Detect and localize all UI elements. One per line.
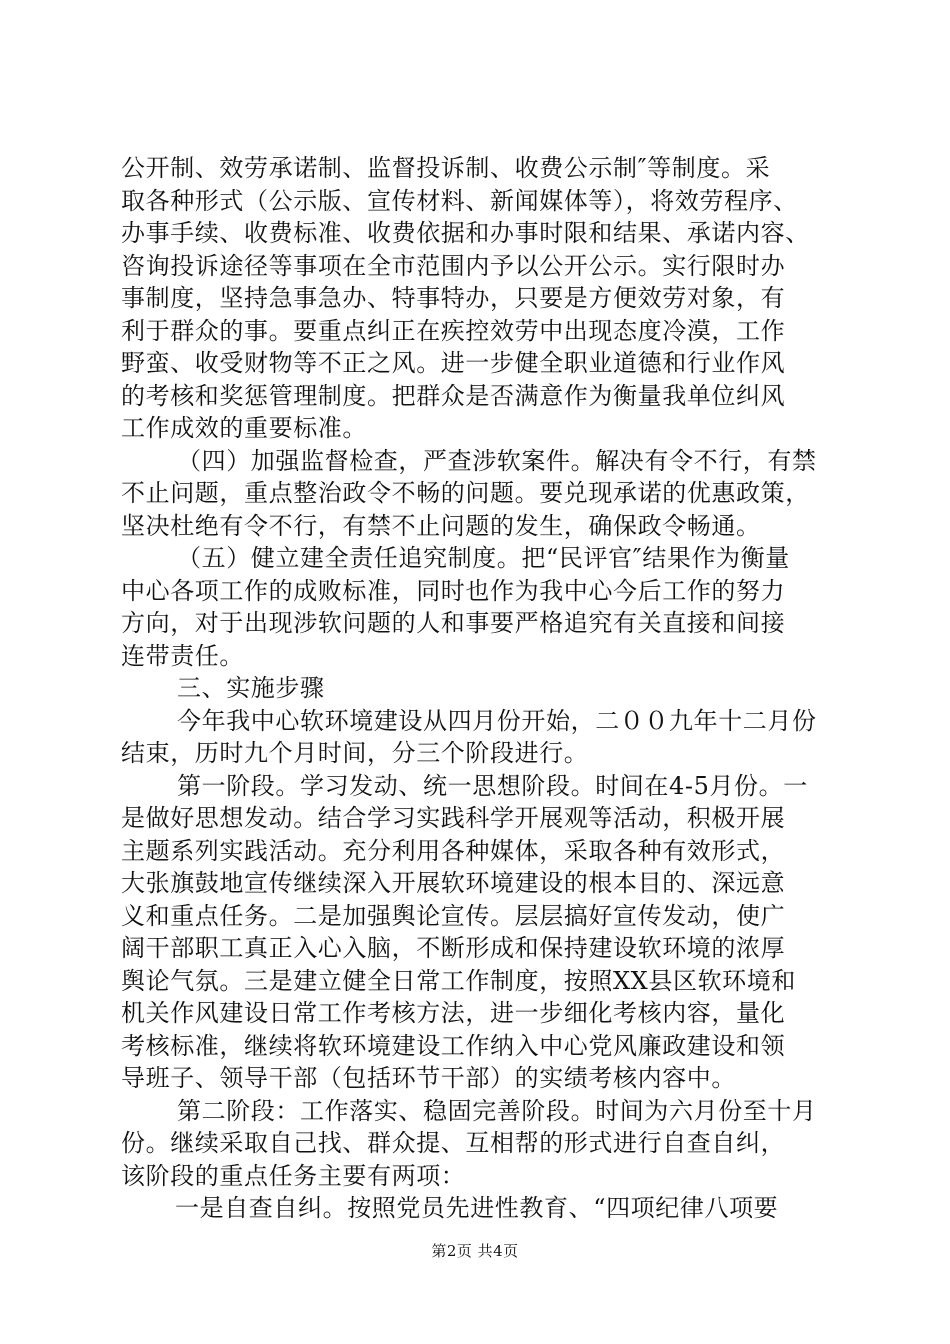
text-line: 的考核和奖惩管理制度。把群众是否满意作为衡量我单位纠风: [121, 381, 786, 410]
text-line: 结束，历时九个月时间，分三个阶段进行。: [121, 739, 589, 767]
text-line: 份。继续采取自己找、群众提、互相帮的形式进行自查自纠，: [121, 1129, 786, 1157]
text-line: 工作成效的重要标准。: [121, 414, 367, 442]
document-body: [121, 152, 841, 1225]
text-line: 连带责任。: [121, 641, 244, 670]
section-heading: 三、实施步骤: [177, 674, 325, 702]
text-line: 利于群众的事。要重点纠正在疾控效劳中出现态度冷漠，工作: [121, 316, 786, 345]
text-line: 是做好思想发动。结合学习实践科学开展观等活动，积极开展: [121, 804, 786, 832]
text-line: 舆论气氛。三是建立健全日常工作制度，按照XX县区软环境和: [121, 966, 796, 995]
text-line: 阔干部职工真正入心入脑，不断形成和保持建设软环境的浓厚: [121, 934, 786, 962]
paragraph-start-line: 第一阶段。学习发动、统一思想阶段。时间在4-5月份。一: [177, 771, 808, 800]
paragraph-start-line: 第二阶段：工作落实、稳固完善阶段。时间为六月份至十月: [177, 1096, 817, 1125]
text-line: 机关作风建设日常工作考核方法，进一步细化考核内容，量化: [121, 999, 786, 1027]
text-line: 事制度，坚持急事急办、特事特办，只要是方便效劳对象，有: [121, 284, 786, 312]
text-line: 大张旗鼓地宣传继续深入开展软环境建设的根本目的、深远意: [121, 869, 786, 897]
text-line: 义和重点任务。二是加强舆论宣传。层层搞好宣传发动，使广: [121, 901, 786, 930]
text-line: 野蛮、收受财物等不正之风。进一步健全职业道德和行业作风: [121, 349, 786, 377]
text-line: 考核标准，继续将软环境建设工作纳入中心党风廉政建设和领: [121, 1031, 786, 1060]
paragraph-start-line: （四）加强监督检查，严查涉软案件。解决有令不行，有禁: [177, 446, 817, 475]
text-line: 方向，对于出现涉软问题的人和事要严格追究有关直接和间接: [121, 609, 786, 637]
text-line: 办事手续、收费标准、收费依据和办事时限和结果、承诺内容、: [121, 219, 810, 247]
text-line: 不止问题，重点整治政令不畅的问题。要兑现承诺的优惠政策，: [121, 479, 810, 507]
text-line: 该阶段的重点任务主要有两项：: [121, 1161, 466, 1190]
paragraph-start-line: 今年我中心软环境建设从四月份开始，二００九年十二月份: [177, 706, 817, 735]
text-line: 取各种形式（公示版、宣传材料、新闻媒体等），将效劳程序、: [121, 186, 798, 215]
text-line: 导班子、领导干部（包括环节干部）的实绩考核内容中。: [121, 1064, 736, 1092]
page-number-footer: 第2页 共4页: [431, 1242, 519, 1260]
text-line: 咨询投诉途径等事项在全市范围内予以公开公示。实行限时办: [121, 251, 786, 280]
text-line: 坚决杜绝有令不行，有禁不止问题的发生，确保政令畅通。: [121, 511, 761, 540]
text-line: 中心各项工作的成败标准，同时也作为我中心今后工作的努力: [121, 576, 786, 605]
paragraph-start-line: （五）健立建全责任追究制度。把“民评官″结果作为衡量: [177, 544, 790, 572]
paragraph-start-line: 一是自查自纠。按照党员先进性教育、“四项纪律八项要: [175, 1194, 779, 1222]
text-line: 公开制、效劳承诺制、监督投诉制、收费公示制″等制度。采: [121, 154, 771, 182]
text-line: 主题系列实践活动。充分利用各种媒体，采取各种有效形式，: [121, 836, 786, 865]
